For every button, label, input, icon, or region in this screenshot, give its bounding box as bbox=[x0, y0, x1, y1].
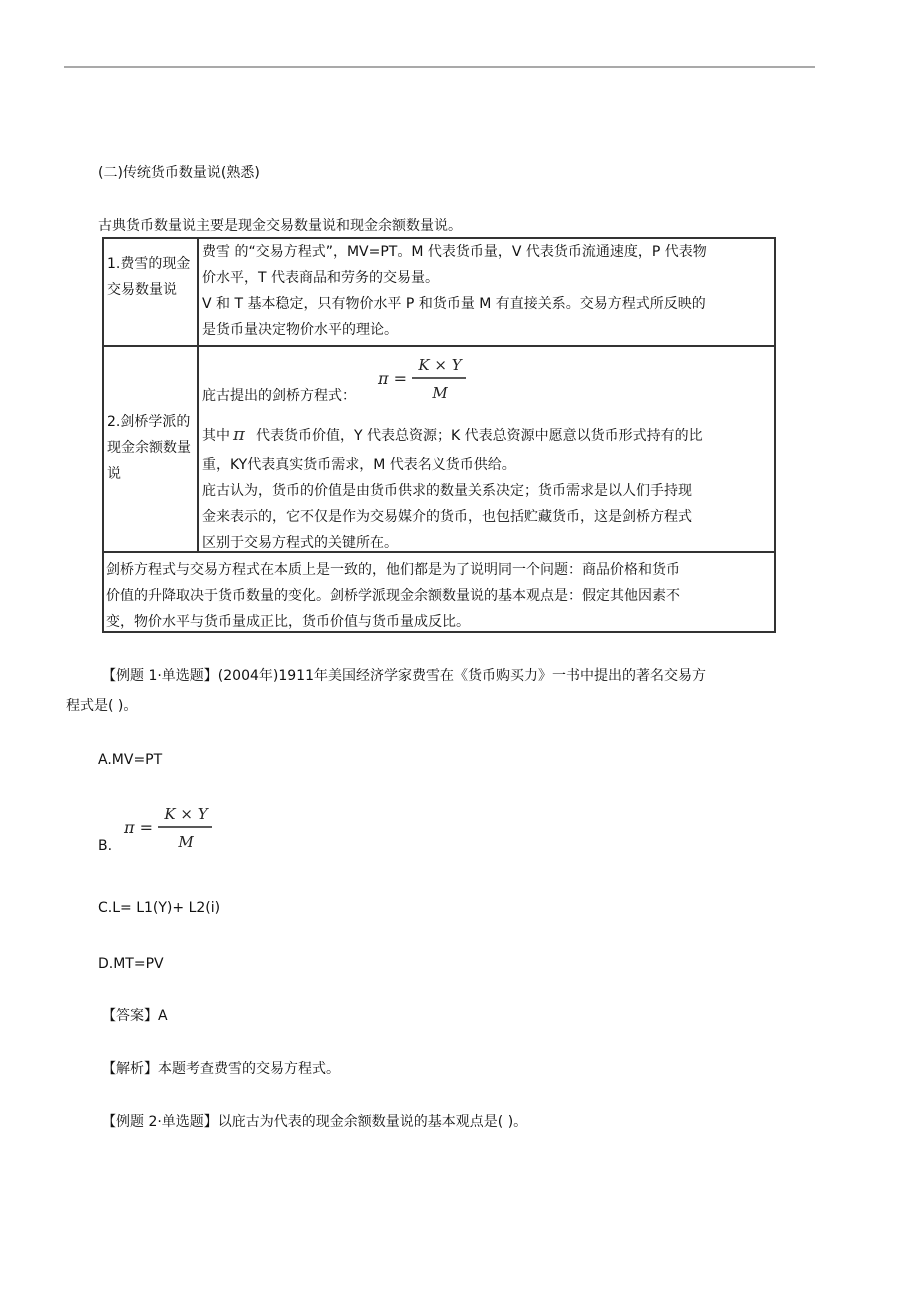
row3-line: 价值的升降取决于货币数量的变化。剑桥学派现金余额数量说的基本观点是：假定其他因素不 bbox=[106, 588, 680, 604]
answer: 【答案】A bbox=[102, 1008, 168, 1024]
row2-line: 庇古认为，货币的价值是由货币供求的数量关系决定；货币需求是以人们手持现 bbox=[202, 483, 692, 499]
row2-prefix: 其中 bbox=[202, 428, 230, 444]
row1-content bbox=[200, 239, 774, 343]
cambridge-equation-graphic bbox=[376, 353, 466, 405]
row1-label: 1.费雪的现金交易数量说 bbox=[107, 256, 191, 298]
equation-numerator: K × Y bbox=[418, 356, 462, 374]
option-b-label: B. bbox=[98, 838, 113, 854]
header-rule bbox=[64, 66, 815, 68]
row2-text: 代表货币价值，Y 代表总资源；K 代表总资源中愿意以货币形式持有的比 bbox=[256, 428, 703, 444]
row2-label: 2.剑桥学派的现金余额数量说 bbox=[107, 414, 191, 482]
cambridge-equation bbox=[376, 353, 466, 405]
intro-paragraph: 古典货币数量说主要是现金交易数量说和现金余额数量说。 bbox=[98, 218, 462, 234]
table-row-divider bbox=[104, 345, 774, 347]
row2-line bbox=[202, 423, 772, 452]
option-b-denominator: M bbox=[178, 833, 194, 851]
row1-line: 费雪 的“交易方程式”，MV=PT。M 代表货币量，V 代表货币流通速度，P 代表物 bbox=[202, 244, 707, 260]
analysis: 【解析】本题考查费雪的交易方程式。 bbox=[102, 1061, 340, 1077]
option-b-equation-graphic bbox=[122, 802, 212, 854]
equation-denominator: M bbox=[432, 384, 448, 402]
row3-content bbox=[104, 557, 774, 635]
row1-line: 是货币量决定物价水平的理论。 bbox=[202, 322, 398, 338]
option-b-lhs: π = bbox=[124, 818, 154, 837]
example1-question-cont: 程式是( )。 bbox=[66, 698, 138, 714]
theory-table bbox=[102, 237, 776, 633]
row2-line: 金来表示的，它不仅是作为交易媒介的货币，也包括贮藏货币，这是剑桥方程式 bbox=[202, 509, 692, 525]
row1-line: V 和 T 基本稳定，只有物价水平 P 和货币量 M 有直接关系。交易方程式所反映的 bbox=[202, 296, 706, 312]
option-b-formula bbox=[122, 802, 212, 854]
example1-question: 【例题 1·单选题】(2004年)1911年美国经济学家费雪在《货币购买力》一书中提出的著名交易方 bbox=[102, 668, 706, 684]
pi-symbol bbox=[232, 425, 250, 452]
formula-intro: 庇古提出的剑桥方程式： bbox=[202, 388, 356, 404]
equation-lhs: π = bbox=[378, 369, 408, 388]
row2-line: 区别于交易方程式的关键所在。 bbox=[202, 535, 398, 551]
example2-question: 【例题 2·单选题】以庇古为代表的现金余额数量说的基本观点是( )。 bbox=[102, 1114, 528, 1130]
option-c: C.L= L1(Y)+ L2(i) bbox=[98, 900, 221, 916]
row2-content bbox=[200, 423, 774, 556]
section-title: (二)传统货币数量说(熟悉) bbox=[98, 165, 260, 181]
option-a: A.MV=PT bbox=[98, 752, 163, 768]
row2-line: 重，KY代表真实货币需求，M 代表名义货币供给。 bbox=[202, 457, 516, 473]
option-d: D.MT=PV bbox=[98, 956, 164, 972]
row3-line: 剑桥方程式与交易方程式在本质上是一致的，他们都是为了说明同一个问题：商品价格和货币 bbox=[106, 562, 680, 578]
row3-line: 变，物价水平与货币量成正比，货币价值与货币量成反比。 bbox=[106, 614, 470, 630]
svg-text:π: π bbox=[233, 425, 245, 443]
row1-line: 价水平，T 代表商品和劳务的交易量。 bbox=[202, 270, 440, 286]
option-b-numerator: K × Y bbox=[164, 805, 208, 823]
table-col-divider bbox=[197, 239, 199, 553]
